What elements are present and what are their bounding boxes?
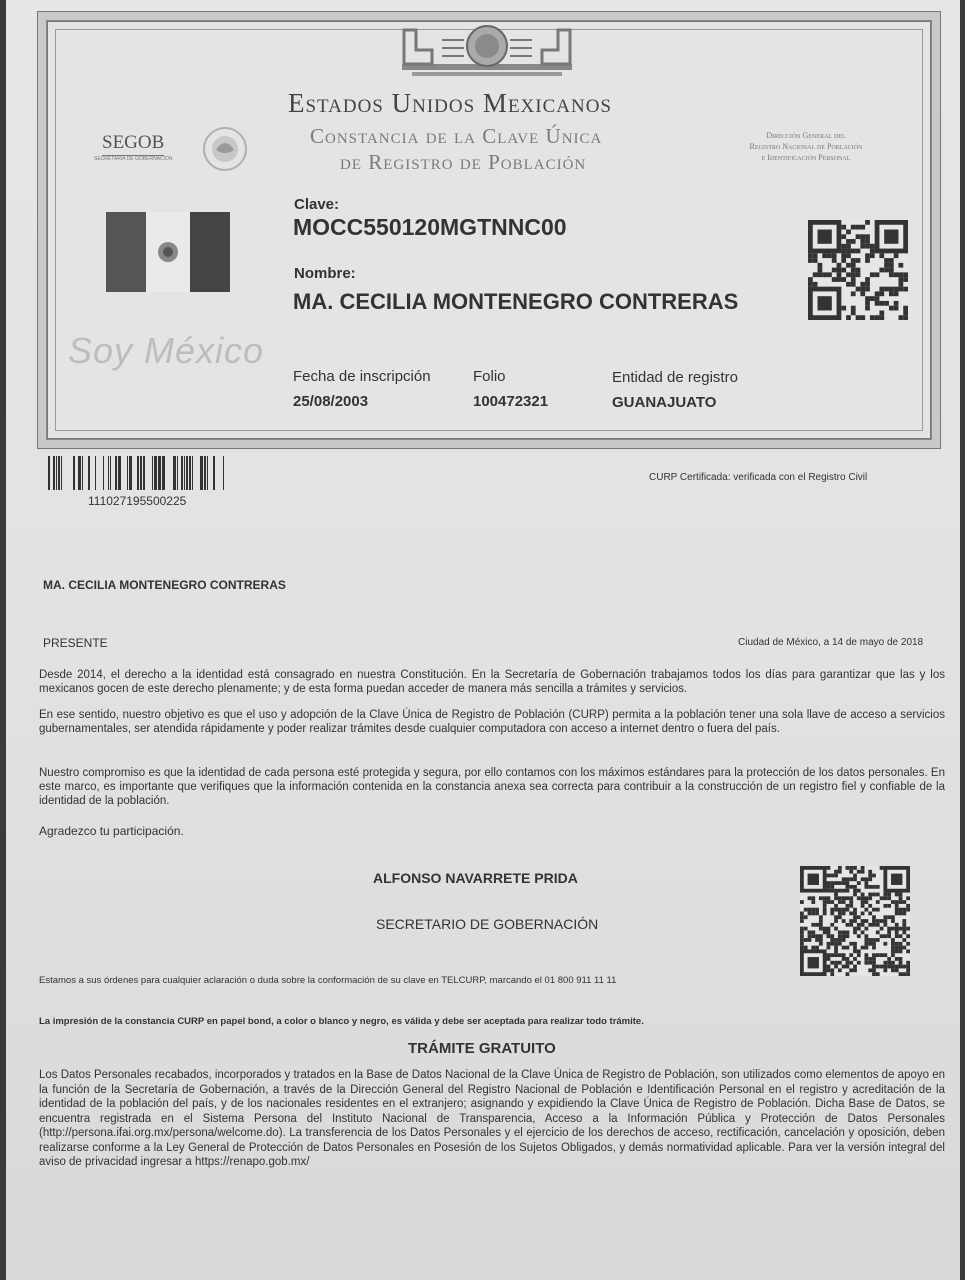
fecha-inscripcion-label: Fecha de inscripción — [293, 368, 431, 385]
letter-qr-code-icon — [798, 866, 912, 976]
barcode-number: 111027195500225 — [88, 494, 187, 508]
curp-certificada-note: CURP Certificada: verificada con el Registro Civil — [649, 472, 868, 483]
nombre-value: MA. CECILIA MONTENEGRO CONTRERAS — [293, 289, 739, 314]
document-title-line-2: de Registro de Población — [340, 150, 587, 174]
country-title: Estados Unidos Mexicanos — [288, 88, 612, 118]
segob-subtitle: SECRETARÍA DE GOBERNACIÓN — [94, 156, 173, 162]
fecha-inscripcion-value: 25/08/2003 — [293, 393, 369, 410]
nombre-label: Nombre: — [294, 265, 356, 282]
directorate-line-1: Dirección General del — [766, 131, 846, 140]
directorate-block — [706, 130, 906, 163]
signer-name: ALFONSO NAVARRETE PRIDA — [373, 870, 578, 886]
directorate-line-2: Registro Nacional de Población — [749, 142, 863, 151]
folio-value: 100472321 — [473, 393, 549, 410]
tramite-gratuito: TRÁMITE GRATUITO — [408, 1040, 556, 1057]
letter-paragraph-1: Desde 2014, el derecho a la identidad está consagrado en nuestra Constitución. En la Secretaría de Gobernación trabajamos todos los días para garantizar que las y los mexicanos gocen de este derecho plenamente; y de esta forma puedan acceder de manera más sencilla a trámites y servicios. — [39, 669, 945, 695]
entidad-registro-label: Entidad de registro — [612, 369, 738, 386]
national-crest-icon — [402, 20, 572, 92]
barcode-icon — [48, 456, 238, 490]
privacy-notice: Los Datos Personales recabados, incorporados y tratados en la Base de Datos Nacional de la Clave Única de Registro de Población, son utilizados como elementos de apoyo en la función de la Secretaría de Gobernación, a través de la Dirección General del Registro Nacional de Población e Identificación Personal en el registro y acreditación de la identidad de la población del país, y de los nacionales residentes en el extranjero; asignando y expidiendo la Clave Única de Registro de Población. Dicha Base de Datos, se encuentra registrada en el Sistema Persona del Instituto Nacional de Transparencia, Acceso a la Información Pública y Protección de Datos Personales (http://persona.ifai.org.mx/persona/welcome.do). La transferencia de los Datos Personales y el ejercicio de los derechos de acceso, rectificación, cancelación y oposición, deben realizarse conforme a la Ley General de Protección de Datos Personales en Posesión de los Sujetos Obligados, y demás normatividad aplicable. Para ver la versión integral del aviso de privacidad ingresar a https://renapo.gob.mx/ — [39, 1069, 945, 1168]
eagle-seal-icon — [202, 126, 248, 172]
entidad-registro-value: GUANAJUATO — [612, 394, 717, 411]
segob-logo: SEGOB — [102, 132, 164, 156]
clave-value: MOCC550120MGTNNC00 — [293, 214, 567, 240]
letter-paragraph-2: En ese sentido, nuestro objetivo es que el uso y adopción de la Clave Única de Registro de Población (CURP) permita a la población tener una sola llave de acceso a servicios gubernamentales, ser atendida rápidamente y poder realizar trámites desde cualquier computadora con acceso a internet dentro o fuera del país. — [39, 709, 945, 735]
signer-title: SECRETARIO DE GOBERNACIÓN — [376, 916, 599, 932]
letter-presente: PRESENTE — [43, 636, 108, 650]
document-page — [6, 0, 960, 1280]
telcurp-note: Estamos a sus órdenes para cualquier aclaración o duda sobre la conformación de su clave en TELCURP, marcando el 01 800 911 11 11 — [39, 975, 617, 986]
impresion-note: La impresión de la constancia CURP en papel bond, a color o blanco y negro, es válida y debe ser aceptada para realizar todo trámite. — [39, 1016, 644, 1027]
directorate-line-3: e Identificación Personal — [761, 153, 851, 162]
letter-paragraph-3: Nuestro compromiso es que la identidad de cada persona esté protegida y segura, por ello contamos con los máximos estándares para la protección de los datos personales. En este marco, es importante que verifiques que la información contenida en la constancia anexa sea correcta para contribuir a la construcción de un registro fiel y confiable de la identidad de la población. — [39, 767, 945, 807]
letter-place-date: Ciudad de México, a 14 de mayo de 2018 — [738, 637, 924, 648]
letter-recipient: MA. CECILIA MONTENEGRO CONTRERAS — [43, 578, 286, 592]
soy-mexico-watermark: Soy México — [68, 330, 265, 371]
card-qr-code-icon — [806, 220, 910, 320]
letter-thanks: Agradezco tu participación. — [39, 824, 184, 838]
clave-label: Clave: — [294, 196, 340, 213]
document-title-line-1: Constancia de la Clave Única — [310, 124, 603, 148]
mexican-flag-icon — [106, 212, 230, 292]
folio-label: Folio — [473, 368, 506, 385]
